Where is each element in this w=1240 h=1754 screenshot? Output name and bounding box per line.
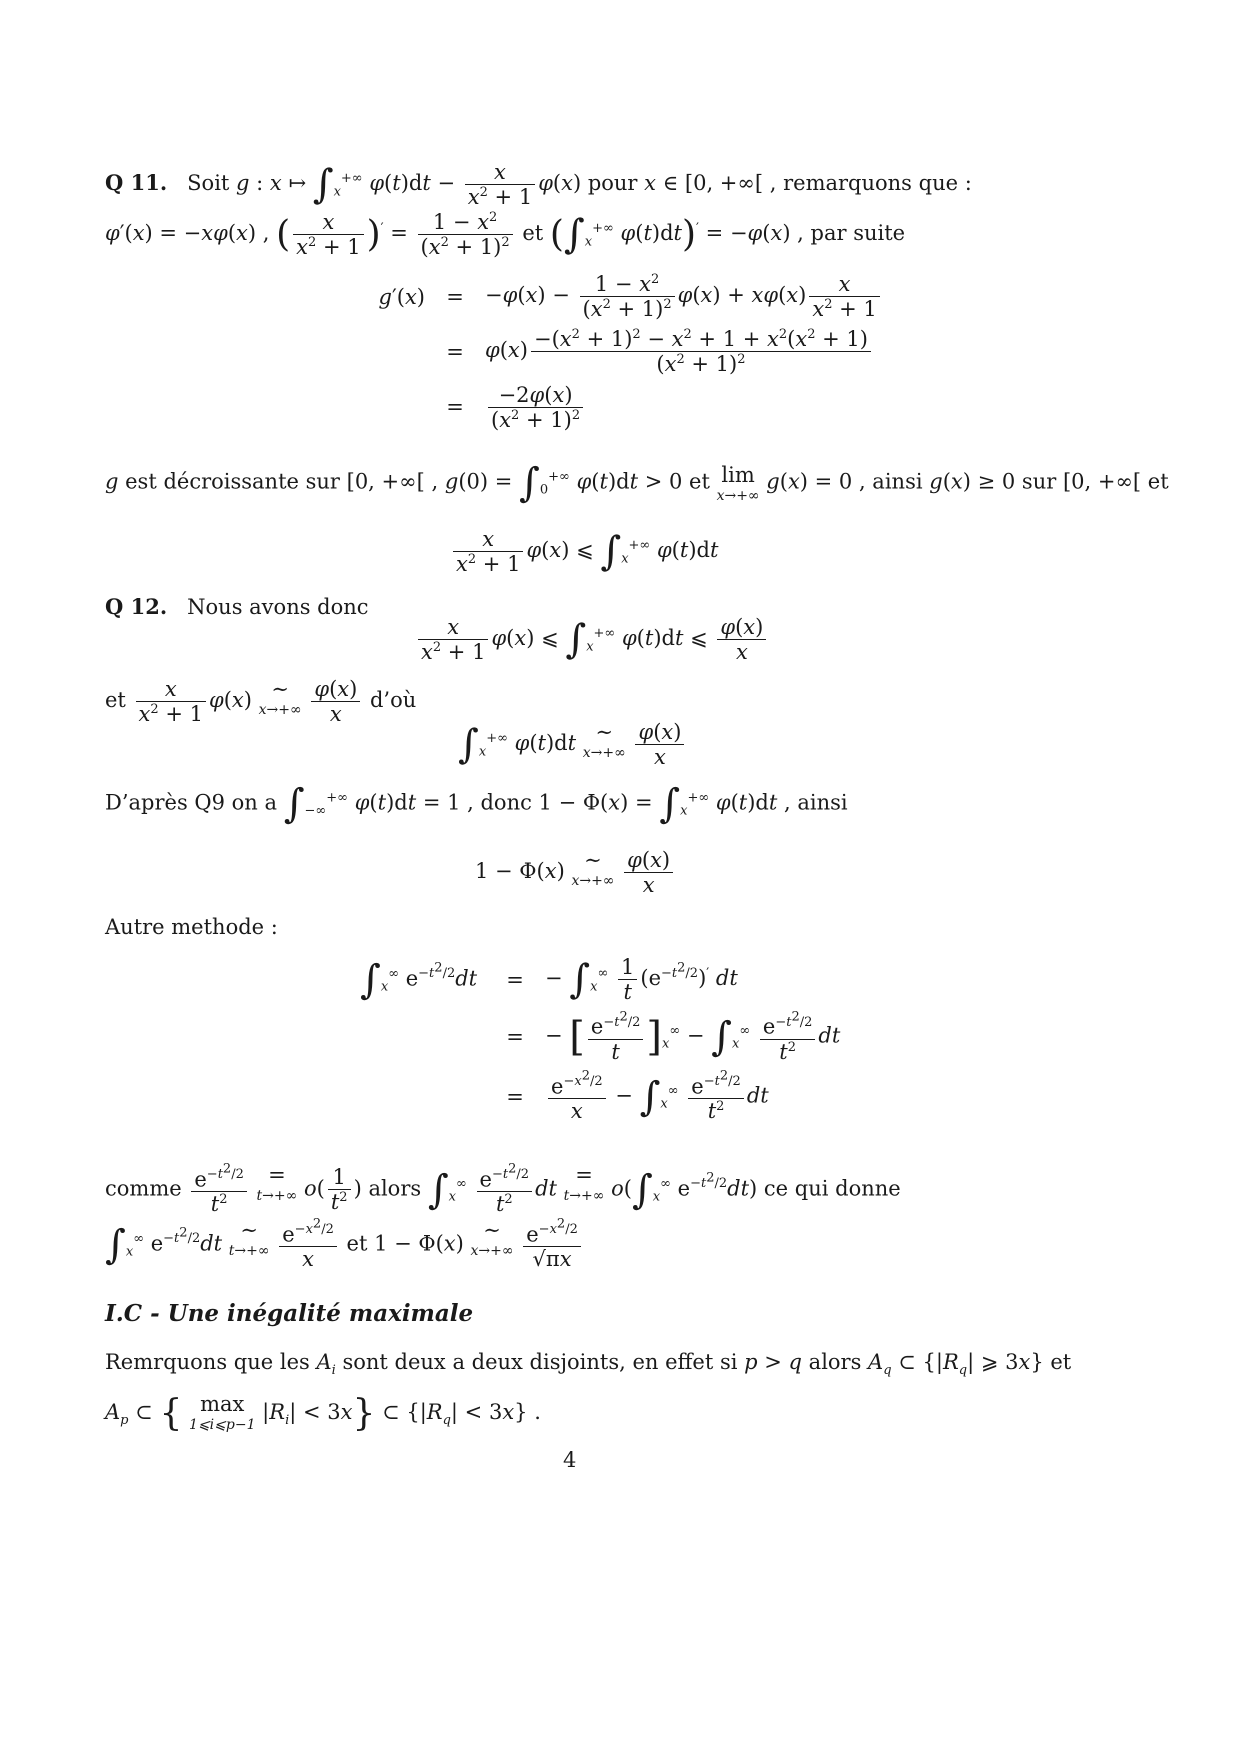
q12-equiv1: et $\frac{x}{x^2 + 1}$ φ(x) ∼ x→+∞ $\frac{\varphi(x)}{x}$ d’où xyxy=(105,677,417,727)
q12-intro: Q 12. Nous avons donc xyxy=(105,594,369,619)
ipp-block: $\int_x^\infty$ $e^{-t^2/2}dt$ = − $\int_x^\infty$ $\frac{1}{t}$ $(e^{-t^2/2})'$ dt = − [ $\frac{e^{-t^2/2}}{t}$ ]$_x^\infty - \int_x^\infty$ $\frac{e^{-t^2/2}}{t^2}$ dt = $\frac{e^{-x^2/2}}{x}$ − $\int_x^\infty$ $\frac{e^{-t^2/2}}{t^2}$ dt xyxy=(360,955,841,1124)
para-line1: Remrquons que les $A_i$ sont deux a deux disjoints, en effet si p > q alors $A_q$ ⊂ {$|R_q|$ ⩾ 3x} et xyxy=(105,1350,1072,1379)
q12-inequality: $\frac{x}{x^2 + 1}$ φ(x) ⩽ $\int_x^{+\infty}$ φ(t)dt ⩽ $\frac{\varphi(x)}{x}$ xyxy=(415,615,769,664)
q12-q9: D’après Q9 on a $\int_{-\infty}^{+\infty}$ φ(t)dt = 1 , donc $1 - \Phi(x) = \int_x^{+\infty}$ φ(t)dt , ainsi xyxy=(105,781,848,827)
q12-equiv3: 1 − Φ(x) ∼ x→+∞ $\frac{\varphi(x)}{x}$ xyxy=(475,848,676,897)
section-title: I.C - Une inégalité maximale xyxy=(105,1300,474,1327)
q11-intro: Q 11. Soit g : x ↦ $\int_x^{+\infty}$ φ(t)dt − $\frac{x}{x^2 + 1}$ φ(x) pour x ∈ [0, +∞[ , remarquons que : xyxy=(105,160,972,210)
autre-methode: Autre methode : xyxy=(105,915,278,939)
q11-derivatives: φ′(x) = −xφ(x) , ( $\frac{x}{x^2 + 1}$ )′ = $\frac{1 - x^2}{(x^2 + 1)^2}$ et ($\int_x^{+\infty}$ φ(t)dt)′ = −φ(x) , par suite xyxy=(105,210,906,260)
q11-label: Q 11. xyxy=(105,170,168,196)
q12-equiv2: $\int_x^{+\infty}$ φ(t)dt ∼ x→+∞ $\frac{\varphi(x)}{x}$ xyxy=(458,720,687,769)
q11-result: $\frac{x}{x^2 + 1}$ φ(x) ⩽ $\int_x^{+\infty}$ φ(t)dt xyxy=(450,527,718,576)
para-line2: $A_p$ ⊂ { max 1⩽i⩽p−1 $|R_i| < 3x$} ⊂ $\{|R_q| < 3x\}$ . xyxy=(105,1392,541,1434)
g-derivative-block: g′(x) = −φ(x) − $\frac{1 - x^2}{(x^2 + 1)^2}$ φ(x) + xφ(x) $\frac{x}{x^2 + 1}$ = φ(x) $\frac{-(x^2 + 1)^2 - x^2 + 1 + x^2(x^2 + 1)}{(x^2 + 1)^2}$ = $\frac{-2\varphi(x)}{(x^2 + 1)^2}$ xyxy=(335,272,883,438)
page-number: 4 xyxy=(563,1448,577,1472)
q11-conclusion: g est décroissante sur [0, +∞[ , $g(0) = \int_0^{+\infty}$ φ(t)dt > 0 et lim x→+∞ g(x) = 0 , ainsi g(x) ≥ 0 sur [0, +∞[ et xyxy=(105,460,1169,506)
final-line: $\int_x^\infty$ $e^{-t^2/2}dt$ ∼ t→+∞ $\frac{e^{-x^2/2}}{x}$ et 1 − Φ(x) ∼ x→+∞ $\frac{e^{-x^2/2}}{√\pi x}$ xyxy=(105,1218,584,1272)
comme-line: comme $\frac{e^{-t^2/2}}{t^2}$ = t→+∞ o( $\frac{1}{t^2}$ ) alors $\int_x^\infty$ $\frac{e^{-t^2/2}}{t^2}$ dt = t→+∞ $o(\int_x^\infty$ $e^{-t^2/2}dt$) ce qui donne xyxy=(105,1162,901,1217)
q12-label: Q 12. xyxy=(105,594,168,619)
